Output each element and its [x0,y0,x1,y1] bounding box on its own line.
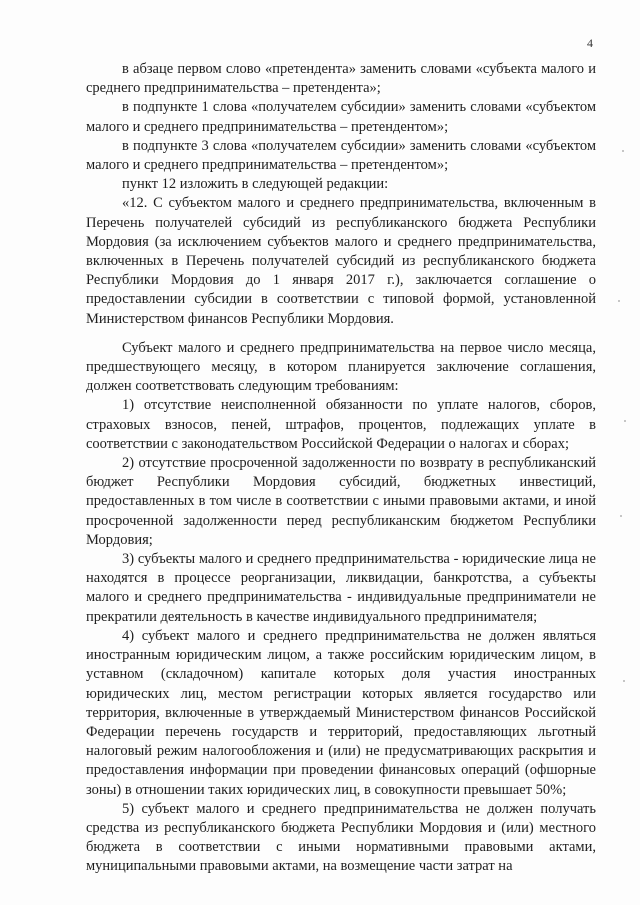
paragraph-amendment-first-paragraph: в абзаце первом слово «претендента» заменить словами «субъекта малого и среднего предпринимательства – претендента»; [86,61,596,97]
scan-speck [624,420,626,422]
page-number: 4 [587,36,593,50]
paragraph-requirement-5: 5) субъект малого и среднего предпринимательства не должен получать средства из республиканского бюджета Республики Мордовия и (или) местного бюджета в соответствии с иными нормативными правовыми актами, муниципальными правовыми актами, на возмещение части затрат на [86,800,596,875]
scan-speck [618,300,620,302]
document-body [86,60,596,877]
scan-speck [620,515,622,517]
paragraph-amendment-point-12-intro: пункт 12 изложить в следующей редакции: [122,176,389,193]
paragraph-requirement-3: 3) субъекты малого и среднего предпринимательства - юридические лица не находятся в процессе реорганизации, ликвидации, банкротства, а субъекты малого и среднего предпринимательства - индивидуальные предприниматели не прекратили деятельность в качестве индивидуального предпринимателя; [86,551,596,625]
paragraph-requirement-2: 2) отсутствие просроченной задолженности по возврату в республиканский бюджет Республики Мордовия субсидий, бюджетных инвестиций, предоставленных в том числе в соответствии с иными правовыми актами, и иной просроченной задолженности перед республиканским бюджетом Республики Мордовия; [86,455,596,548]
paragraph-requirements-intro: Субъект малого и среднего предпринимательства на первое число месяца, предшествующего месяцу, в котором планируется заключение соглашения, должен соответствовать следующим требованиям: [86,339,596,395]
paragraph-point-12: «12. С субъектом малого и среднего предпринимательства, включенным в Перечень получателей субсидий из республиканского бюджета Республики Мордовия (за исключением субъектов малого и среднего предпринимательства, включенных в Перечень получателей субсидий из республиканского бюджета Республики Мордовия до 1 января 2017 г.), заключается соглашение о предоставлении субсидии в соответствии с типовой формой, установленной Министерством финансов Республики Мордовия. [86,195,596,327]
scan-speck [622,150,624,152]
paragraph-amendment-subpoint-3: в подпункте 3 слова «получателем субсидии» заменить словами «субъектом малого и среднего предпринимательства – претендентом»; [86,137,596,174]
scan-speck [623,680,625,682]
paragraph-requirement-4: 4) субъект малого и среднего предпринимательства не должен являться иностранным юридическим лицом, а также российским юридическим лицом, в уставном (складочном) капитале которых доля участия иностранных юридических лиц, местом регистрации которых является государство или территория, включенные в утверждаемый Министерством финансов Российской Федерации перечень государств и территорий, предоставляющих льготный налоговый режим налогообложения и (или) не предусматривающих раскрытия и предоставления информации при проведении финансовых операций (офшорные зоны) в отношении таких юридических лиц, в совокупности превышает 50%; [86,627,596,798]
paragraph-amendment-subpoint-1: в подпункте 1 слова «получателем субсидии» заменить словами «субъектом малого и среднего предпринимательства – претендентом»; [86,99,596,135]
paragraph-requirement-1: 1) отсутствие неисполненной обязанности по уплате налогов, сборов, страховых взносов, пеней, штрафов, процентов, подлежащих уплате в соответствии с законодательством Российской Федерации о налогах и сборах; [86,397,596,452]
